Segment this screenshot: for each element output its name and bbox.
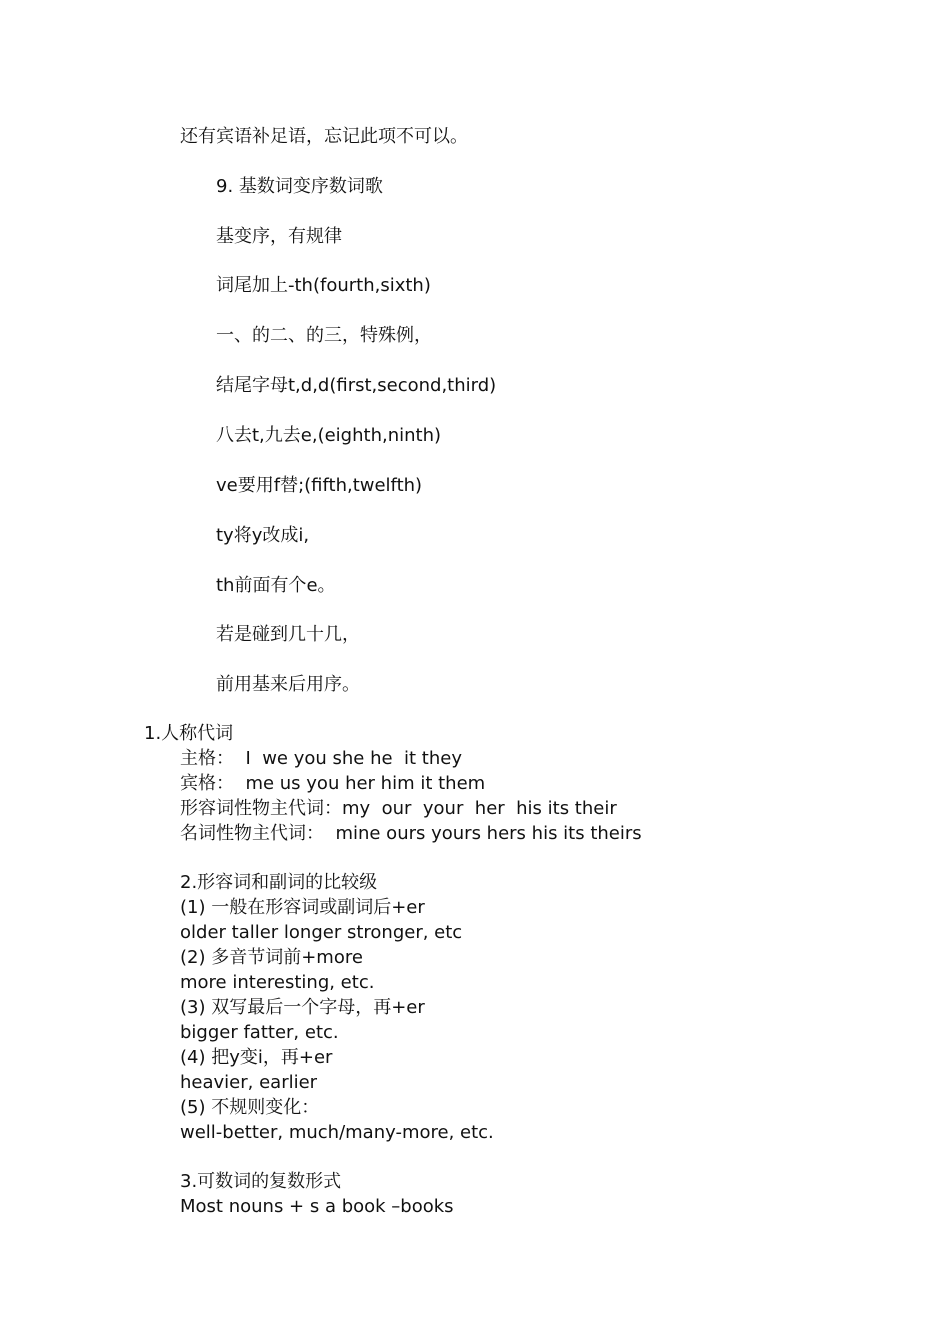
intro-line: 还有宾语补足语，忘记此项不可以。	[180, 126, 468, 147]
song-line: th前面有个e。	[216, 575, 336, 596]
song-line: 词尾加上-th(fourth,sixth)	[216, 275, 431, 296]
comparative-line: more interesting, etc.	[180, 972, 375, 993]
comparative-line: (4) 把y变i，再+er	[180, 1047, 333, 1068]
comparative-line: older taller longer stronger, etc	[180, 922, 463, 943]
comparative-line: well-better, much/many-more, etc.	[180, 1122, 494, 1143]
comparative-line: (1) 一般在形容词或副词后+er	[180, 897, 425, 918]
song-line: 八去t,九去e,(eighth,ninth)	[216, 425, 441, 446]
comparative-line: (5) 不规则变化：	[180, 1097, 320, 1118]
pronoun-line: 形容词性物主代词：my our your her his its their	[180, 798, 617, 819]
song-line: ty将y改成i,	[216, 525, 310, 546]
pronoun-line: 主格： I we you she he it they	[180, 748, 462, 769]
plural-line: Most nouns + s a book –books	[180, 1196, 454, 1217]
comparative-line: heavier, earlier	[180, 1072, 318, 1093]
song-line: 前用基来后用序。	[216, 674, 360, 695]
song-line: 结尾字母t,d,d(first,second,third)	[216, 375, 497, 396]
pronoun-line: 宾格： me us you her him it them	[180, 773, 486, 794]
section-heading-plurals: 3.可数词的复数形式	[180, 1171, 342, 1192]
comparative-line: (3) 双写最后一个字母，再+er	[180, 997, 425, 1018]
comparative-line: (2) 多音节词前+more	[180, 947, 363, 968]
song-line: 若是碰到几十几，	[216, 624, 360, 645]
song-line: 基变序，有规律	[216, 226, 342, 247]
comparative-line: bigger fatter, etc.	[180, 1022, 339, 1043]
song-line: ve要用f替;(fifth,twelfth)	[216, 475, 423, 496]
song-line: 一、的二、的三，特殊例，	[216, 325, 432, 346]
song-title: 9. 基数词变序数词歌	[216, 176, 383, 197]
section-heading-pronouns: 1.人称代词	[144, 723, 234, 744]
pronoun-line: 名词性物主代词： mine ours yours hers his its theirs	[180, 823, 642, 844]
section-heading-comparatives: 2.形容词和副词的比较级	[180, 872, 378, 893]
